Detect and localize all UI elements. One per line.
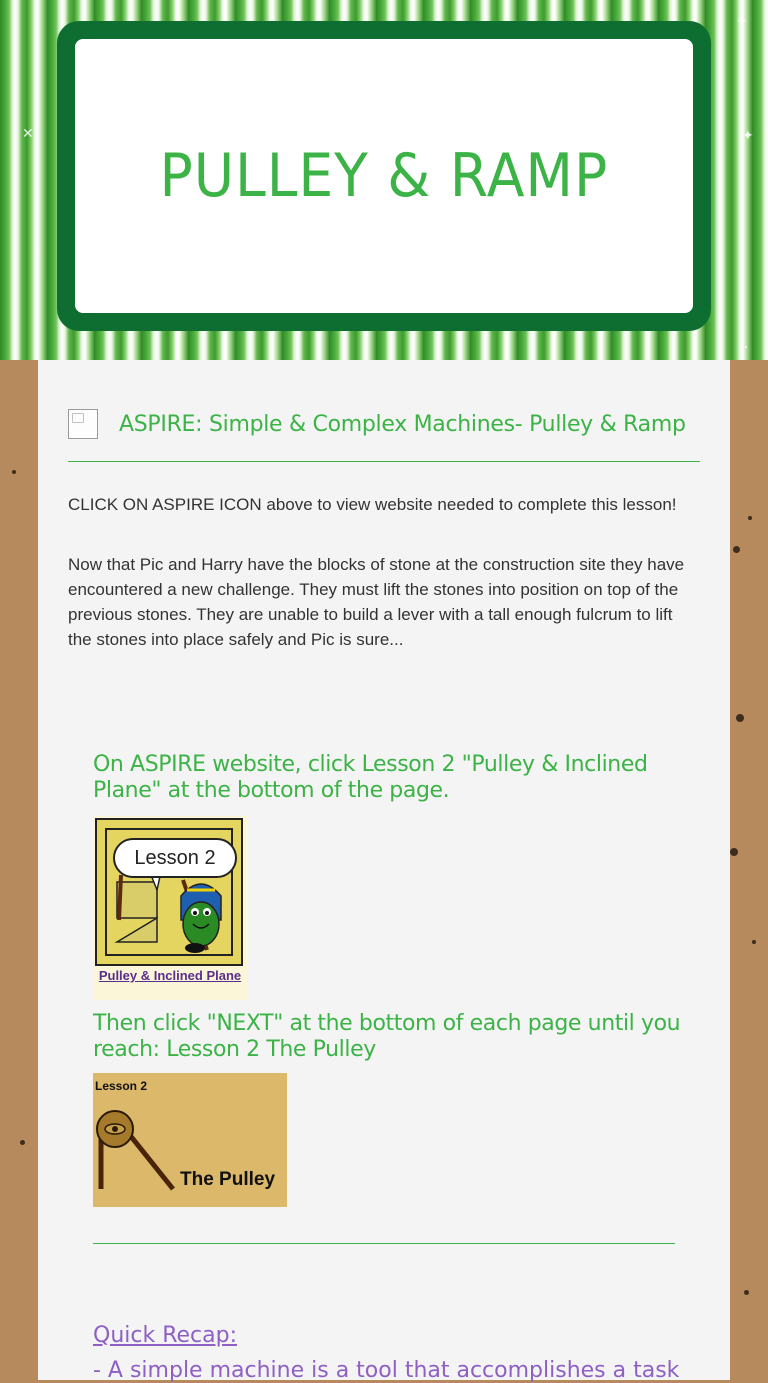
lesson-2-image[interactable] [93,816,247,1000]
aspire-embed[interactable] [68,404,700,444]
texture-speck [12,470,16,474]
pulley-lesson-image [93,1073,287,1207]
instruction-text: CLICK ON ASPIRE ICON above to view website needed to complete this lesson! [68,495,677,514]
lesson-bubble: Lesson 2 [113,838,237,878]
divider [68,461,700,462]
content-panel [38,360,730,1383]
step-2-text: Then click "NEXT" at the bottom of each page until you reach: Lesson 2 The Pulley [93,1011,681,1062]
sparkle-icon: ✦ [742,128,754,144]
sparkle-icon: ✦ [736,14,748,30]
sparkle-icon: · [744,340,749,356]
story-text: Now that Pic and Harry have the blocks of stone at the construction site they have encountered a new challenge. They must lift the stones into position on top of the previous stones. They are unable to build a lever with a tall enough fulcrum to lift the stones into place safely and Pic is sure... [68,555,685,649]
texture-speck [736,714,744,722]
divider [93,1243,675,1244]
pulley-lesson-tag: Lesson 2 [95,1079,148,1093]
sparkle-icon: ✕ [22,126,34,142]
recap-line: - A simple machine is a tool that accomplishes a task [93,1358,680,1383]
recap-title: Quick Recap: [93,1323,237,1348]
broken-image-icon[interactable] [68,409,98,439]
texture-speck [752,940,756,944]
texture-speck [20,1140,25,1145]
step-1-text: On ASPIRE website, click Lesson 2 "Pulley & Inclined Plane" at the bottom of the page. [93,752,648,803]
title-card [73,37,695,315]
header-banner [0,0,768,360]
texture-speck [744,1290,749,1295]
embed-title-link[interactable]: ASPIRE: Simple & Complex Machines- Pulley & Ramp [119,411,686,437]
texture-speck [730,848,738,856]
pulley-lesson-name: The Pulley [180,1169,276,1190]
lesson-caption-link[interactable]: Pulley & Inclined Plane [98,968,242,983]
texture-speck [748,516,752,520]
page-title: PULLEY & RAMP [159,141,609,211]
title-frame [57,21,711,331]
lesson-image-frame [95,818,243,966]
texture-speck [733,546,740,553]
